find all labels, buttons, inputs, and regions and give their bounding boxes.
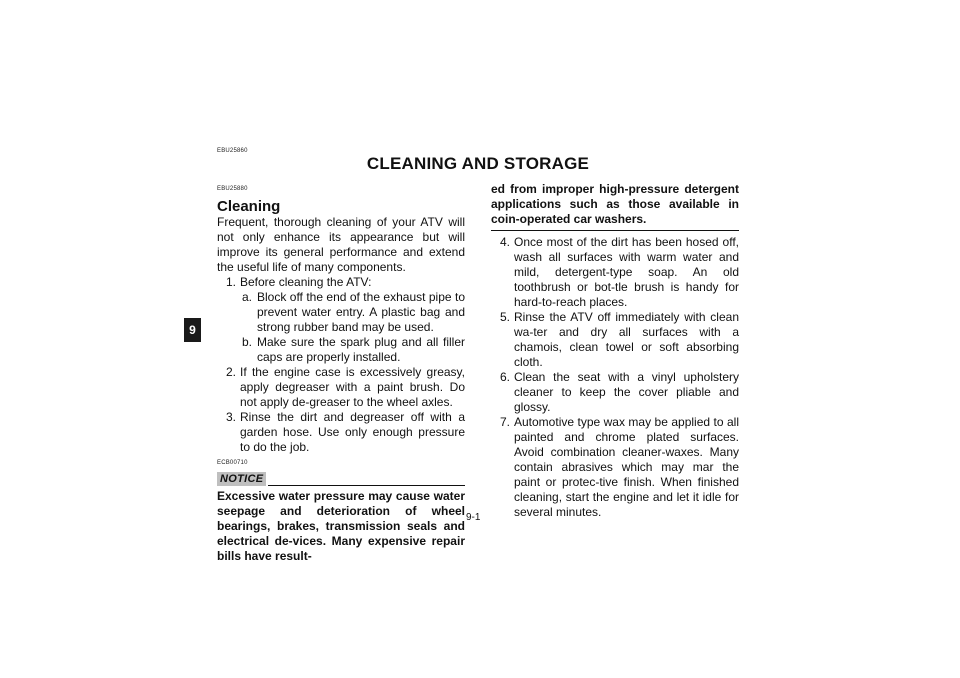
step-text: Clean the seat with a vinyl upholstery cleaner to keep the cover pliable and glossy.	[514, 370, 739, 414]
step-number: 4.	[500, 235, 511, 249]
step-item	[491, 235, 739, 310]
sub-step-item	[217, 335, 465, 365]
sub-step-text: Block off the end of the exhaust pipe to prevent water entry. A plastic bag and strong rubber band may be used.	[257, 290, 465, 334]
left-column	[217, 182, 465, 564]
section-code-top: EBU25860	[217, 148, 248, 154]
section-code-cleaning: EBU25880	[217, 186, 248, 192]
step-number: 2.	[226, 365, 237, 379]
step-item	[491, 310, 739, 370]
sub-step-letter: b.	[242, 335, 253, 349]
step-text: Rinse the dirt and degreaser off with a garden hose. Use only enough pressure to do the job.	[240, 410, 465, 454]
step-item	[491, 370, 739, 415]
sub-step-letter: a.	[242, 290, 253, 304]
notice-code: ECB00710	[217, 460, 248, 466]
notice-body-continued: ed from improper high-pressure detergent applications such as those available in coin-operated car washers.	[491, 182, 739, 226]
chapter-tab: 9	[184, 318, 201, 342]
step-item	[491, 415, 739, 520]
notice-badge: NOTICE	[217, 472, 266, 486]
step-number: 6.	[500, 370, 511, 384]
step-text: Automotive type wax may be applied to all painted and chrome plated surfaces. Avoid combination cleaner-waxes. Many contain abrasives which may mar the paint or protec-tive finish. When finished cleaning, start the engine and let it idle for several minutes.	[514, 415, 739, 519]
page-number: 9-1	[466, 512, 481, 523]
right-column	[491, 182, 739, 520]
intro-paragraph: Frequent, thorough cleaning of your ATV will not only enhance its appearance but will improve its general performance and extend the useful life of many components.	[217, 215, 465, 274]
step-number: 5.	[500, 310, 511, 324]
page-title: CLEANING AND STORAGE	[366, 154, 590, 173]
notice-rule	[268, 485, 465, 486]
sub-step-text: Make sure the spark plug and all filler caps are properly installed.	[257, 335, 465, 364]
step-number: 7.	[500, 415, 511, 429]
step-text: Once most of the dirt has been hosed off, wash all surfaces with warm water and mild, detergent-type soap. An old toothbrush or bot-tle brush is handy for hard-to-reach places.	[514, 235, 739, 309]
step-text: If the engine case is excessively greasy, apply degreaser with a paint brush. Do not apply de-greaser to the wheel axles.	[240, 365, 465, 409]
section-title: Cleaning	[217, 198, 281, 215]
step-text: Before cleaning the ATV:	[240, 275, 372, 289]
step-number: 3.	[226, 410, 237, 424]
notice-body: Excessive water pressure may cause water seepage and deterioration of wheel bearings, brakes, transmission seals and electrical de-vices. Many expensive repair bills have result-	[217, 489, 465, 563]
step-number: 1.	[226, 275, 237, 289]
notice-header	[217, 472, 465, 486]
step-item	[217, 410, 465, 455]
sub-step-item	[217, 290, 465, 335]
step-item	[217, 365, 465, 410]
step-text: Rinse the ATV off immediately with clean wa-ter and dry all surfaces with a chamois, clean towel or soft absorbing cloth.	[514, 310, 739, 369]
step-item	[217, 275, 465, 290]
notice-end-rule	[491, 230, 739, 231]
